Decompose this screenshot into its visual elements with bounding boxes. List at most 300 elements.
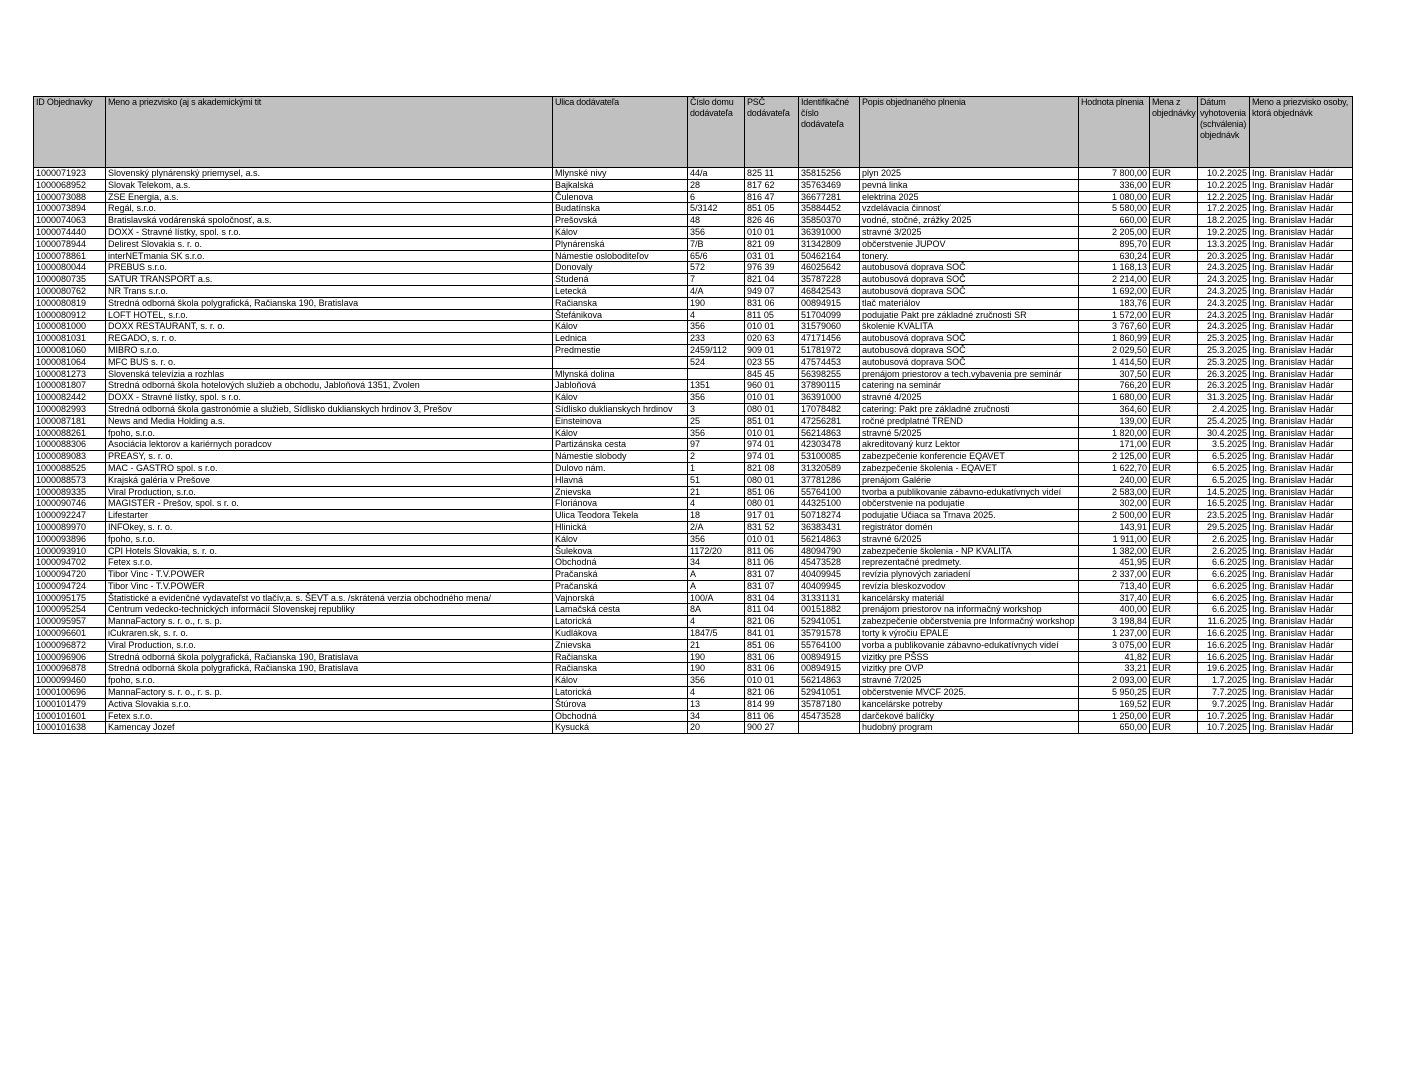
cell-order-id: 1000088306 (34, 439, 106, 451)
cell-order-date: 24.3.2025 (1198, 274, 1250, 286)
cell-ordered-by: Ing. Branislav Hadár (1250, 521, 1353, 533)
cell-supplier-name: Tibor Vinc - T.V.POWER (106, 580, 553, 592)
cell-order-description: revízia plynových zariadení (860, 569, 1079, 581)
cell-order-description: autobusová doprava SOČ (860, 262, 1079, 274)
cell-supplier-street: Floriánova (553, 498, 688, 510)
cell-order-date: 9.7.2025 (1198, 698, 1250, 710)
table-row (34, 427, 1353, 439)
cell-order-id: 1000074063 (34, 215, 106, 227)
cell-order-value: 660,00 (1079, 215, 1150, 227)
cell-order-description: školenie KVALITA (860, 321, 1079, 333)
cell-postal-code: 831 07 (745, 569, 799, 581)
cell-order-id: 1000081031 (34, 333, 106, 345)
cell-order-description: tlač materiálov (860, 297, 1079, 309)
cell-currency: EUR (1150, 462, 1198, 474)
cell-order-value: 713,40 (1079, 580, 1150, 592)
cell-order-date: 10.7.2025 (1198, 722, 1250, 734)
cell-order-date: 13.3.2025 (1198, 238, 1250, 250)
cell-ordered-by: Ing. Branislav Hadár (1250, 203, 1353, 215)
cell-order-id: 1000088573 (34, 474, 106, 486)
cell-order-value: 895,70 (1079, 238, 1150, 250)
cell-house-number: 28 (688, 179, 745, 191)
cell-order-id: 1000080912 (34, 309, 106, 321)
cell-ordered-by: Ing. Branislav Hadár (1250, 592, 1353, 604)
cell-supplier-street: Štefánikova (553, 309, 688, 321)
cell-ordered-by: Ing. Branislav Hadár (1250, 285, 1353, 297)
cell-currency: EUR (1150, 380, 1198, 392)
cell-order-date: 6.6.2025 (1198, 604, 1250, 616)
cell-postal-code: 826 46 (745, 215, 799, 227)
table-row (34, 238, 1353, 250)
cell-supplier-street: Latorická (553, 687, 688, 699)
cell-supplier-ico: 47171456 (799, 333, 860, 345)
cell-supplier-ico: 36391000 (799, 392, 860, 404)
cell-postal-code: 831 06 (745, 651, 799, 663)
cell-supplier-name: CPI Hotels Slovakia, s. r. o. (106, 545, 553, 557)
cell-ordered-by: Ing. Branislav Hadár (1250, 250, 1353, 262)
cell-supplier-street (553, 356, 688, 368)
table-row (34, 356, 1353, 368)
cell-order-id: 1000093896 (34, 533, 106, 545)
cell-ordered-by: Ing. Branislav Hadár (1250, 274, 1353, 286)
cell-currency: EUR (1150, 297, 1198, 309)
cell-order-value: 2 093,00 (1079, 675, 1150, 687)
cell-postal-code: 917 01 (745, 510, 799, 522)
cell-house-number: 2/A (688, 521, 745, 533)
cell-postal-code: 031 01 (745, 250, 799, 262)
table-row (34, 462, 1353, 474)
cell-currency: EUR (1150, 628, 1198, 640)
cell-currency: EUR (1150, 333, 1198, 345)
cell-order-description: zabezpečenie konferencie EQAVET (860, 451, 1079, 463)
cell-order-value: 1 080,00 (1079, 191, 1150, 203)
cell-order-id: 1000095175 (34, 592, 106, 604)
cell-order-value: 766,20 (1079, 380, 1150, 392)
column-header-house-number: Číslo domu dodávateľa (688, 97, 745, 168)
cell-supplier-ico: 55764100 (799, 486, 860, 498)
table-row (34, 604, 1353, 616)
cell-ordered-by: Ing. Branislav Hadár (1250, 380, 1353, 392)
cell-supplier-name: Centrum vedecko-technických informácií Slovenskej republiky (106, 604, 553, 616)
cell-order-id: 1000096872 (34, 639, 106, 651)
cell-order-value: 1 680,00 (1079, 392, 1150, 404)
cell-supplier-name: SATUR TRANSPORT a.s. (106, 274, 553, 286)
cell-order-date: 7.7.2025 (1198, 687, 1250, 699)
cell-order-id: 1000068952 (34, 179, 106, 191)
cell-supplier-name: Viral Production, s.r.o. (106, 486, 553, 498)
cell-ordered-by: Ing. Branislav Hadár (1250, 215, 1353, 227)
cell-currency: EUR (1150, 533, 1198, 545)
cell-currency: EUR (1150, 675, 1198, 687)
cell-currency: EUR (1150, 698, 1198, 710)
cell-postal-code: 821 06 (745, 616, 799, 628)
cell-order-value: 3 767,60 (1079, 321, 1150, 333)
cell-order-date: 2.4.2025 (1198, 403, 1250, 415)
cell-supplier-street: Mlynská dolina (553, 368, 688, 380)
cell-order-value: 307,50 (1079, 368, 1150, 380)
cell-ordered-by: Ing. Branislav Hadár (1250, 687, 1353, 699)
cell-supplier-ico: 56214863 (799, 533, 860, 545)
cell-order-value: 183,76 (1079, 297, 1150, 309)
table-row (34, 722, 1353, 734)
cell-postal-code: 825 11 (745, 168, 799, 180)
cell-postal-code: 841 01 (745, 628, 799, 640)
cell-supplier-ico: 45473528 (799, 557, 860, 569)
cell-supplier-street: Kudlákova (553, 628, 688, 640)
column-header-order-id: ID Objednavky (34, 97, 106, 168)
cell-order-id: 1000081273 (34, 368, 106, 380)
table-row (34, 309, 1353, 321)
table-row (34, 521, 1353, 533)
cell-order-description: autobusová doprava SOČ (860, 356, 1079, 368)
cell-supplier-street: Letecká (553, 285, 688, 297)
cell-order-value: 2 205,00 (1079, 226, 1150, 238)
cell-currency: EUR (1150, 639, 1198, 651)
cell-house-number: 34 (688, 710, 745, 722)
cell-currency: EUR (1150, 392, 1198, 404)
cell-currency: EUR (1150, 168, 1198, 180)
cell-order-id: 1000095957 (34, 616, 106, 628)
table-row (34, 687, 1353, 699)
cell-supplier-name: Stredná odborná škola hotelových služieb a obchodu, Jabloňová 1351, Zvolen (106, 380, 553, 392)
cell-ordered-by: Ing. Branislav Hadár (1250, 415, 1353, 427)
cell-supplier-ico: 35791578 (799, 628, 860, 640)
cell-order-date: 29.5.2025 (1198, 521, 1250, 533)
cell-house-number: 4/A (688, 285, 745, 297)
table-row (34, 569, 1353, 581)
table-row (34, 675, 1353, 687)
cell-house-number: 21 (688, 639, 745, 651)
cell-supplier-ico: 53100085 (799, 451, 860, 463)
cell-supplier-name: ZSE Energia, a.s. (106, 191, 553, 203)
cell-order-date: 25.3.2025 (1198, 333, 1250, 345)
column-header-postal-code: PSČ dodávateľa (745, 97, 799, 168)
cell-order-description: catering: Pakt pre základné zručnosti (860, 403, 1079, 415)
cell-order-value: 1 382,00 (1079, 545, 1150, 557)
cell-supplier-name: Stredná odborná škola gastronómie a služieb, Sídlisko duklianskych hrdinov 3, Prešov (106, 403, 553, 415)
cell-currency: EUR (1150, 285, 1198, 297)
cell-ordered-by: Ing. Branislav Hadár (1250, 356, 1353, 368)
cell-postal-code: 010 01 (745, 675, 799, 687)
cell-house-number: 190 (688, 663, 745, 675)
cell-order-value: 1 860,99 (1079, 333, 1150, 345)
cell-supplier-name: Viral Production, s.r.o. (106, 639, 553, 651)
cell-ordered-by: Ing. Branislav Hadár (1250, 628, 1353, 640)
cell-house-number: 4 (688, 498, 745, 510)
cell-supplier-name: fpoho, s.r.o. (106, 675, 553, 687)
cell-postal-code: 845 45 (745, 368, 799, 380)
table-row (34, 380, 1353, 392)
table-row (34, 203, 1353, 215)
cell-order-description: akreditovaný kurz Lektor (860, 439, 1079, 451)
cell-supplier-name: Fetex s.r.o. (106, 557, 553, 569)
cell-order-id: 1000081060 (34, 344, 106, 356)
cell-order-value: 2 583,00 (1079, 486, 1150, 498)
cell-currency: EUR (1150, 663, 1198, 675)
cell-order-date: 6.5.2025 (1198, 462, 1250, 474)
table-row (34, 274, 1353, 286)
cell-house-number: 13 (688, 698, 745, 710)
cell-order-value: 650,00 (1079, 722, 1150, 734)
cell-order-date: 16.6.2025 (1198, 651, 1250, 663)
cell-order-date: 23.5.2025 (1198, 510, 1250, 522)
cell-order-id: 1000080735 (34, 274, 106, 286)
cell-house-number: 7/B (688, 238, 745, 250)
cell-currency: EUR (1150, 415, 1198, 427)
cell-supplier-ico: 50462164 (799, 250, 860, 262)
cell-postal-code: 831 04 (745, 592, 799, 604)
cell-currency: EUR (1150, 427, 1198, 439)
cell-supplier-street: Mlynské nivy (553, 168, 688, 180)
cell-supplier-street: Bajkalská (553, 179, 688, 191)
column-header-ordered-by: Meno a priezvisko osoby, ktorá objednávk (1250, 97, 1353, 168)
cell-supplier-name: MannaFactory s. r. o., r. s. p. (106, 687, 553, 699)
cell-supplier-street: Kálov (553, 321, 688, 333)
cell-currency: EUR (1150, 439, 1198, 451)
cell-order-id: 1000093910 (34, 545, 106, 557)
cell-supplier-name: Asociácia lektorov a kariérnych poradcov (106, 439, 553, 451)
cell-order-value: 2 125,00 (1079, 451, 1150, 463)
cell-supplier-name: fpoho, s.r.o. (106, 533, 553, 545)
cell-ordered-by: Ing. Branislav Hadár (1250, 698, 1353, 710)
cell-supplier-ico: 51781972 (799, 344, 860, 356)
cell-house-number: 4 (688, 687, 745, 699)
column-header-order-description: Popis objednaného plnenia (860, 97, 1079, 168)
cell-supplier-name: PREBUS s.r.o. (106, 262, 553, 274)
cell-order-date: 14.5.2025 (1198, 486, 1250, 498)
cell-order-id: 1000087181 (34, 415, 106, 427)
cell-house-number: 4 (688, 616, 745, 628)
cell-order-value: 7 800,00 (1079, 168, 1150, 180)
cell-order-value: 302,00 (1079, 498, 1150, 510)
cell-supplier-ico: 35787228 (799, 274, 860, 286)
column-header-supplier-ico: Identifikačné číslo dodávateľa (799, 97, 860, 168)
cell-supplier-name: DOXX - Stravné lístky, spol. s r.o. (106, 226, 553, 238)
table-row (34, 510, 1353, 522)
cell-order-id: 1000090746 (34, 498, 106, 510)
cell-postal-code: 010 01 (745, 533, 799, 545)
cell-order-id: 1000096601 (34, 628, 106, 640)
cell-order-id: 1000094702 (34, 557, 106, 569)
cell-supplier-street: Budatínska (553, 203, 688, 215)
cell-order-id: 1000073088 (34, 191, 106, 203)
cell-supplier-ico: 17078482 (799, 403, 860, 415)
cell-order-value: 2 029,50 (1079, 344, 1150, 356)
cell-order-id: 1000101638 (34, 722, 106, 734)
cell-order-date: 10.7.2025 (1198, 710, 1250, 722)
cell-order-value: 364,60 (1079, 403, 1150, 415)
cell-currency: EUR (1150, 215, 1198, 227)
cell-order-id: 1000080044 (34, 262, 106, 274)
cell-currency: EUR (1150, 250, 1198, 262)
cell-order-description: prenájom priestorov na informačný workshop (860, 604, 1079, 616)
cell-supplier-street: Jabloňová (553, 380, 688, 392)
cell-order-id: 1000080762 (34, 285, 106, 297)
cell-order-date: 16.5.2025 (1198, 498, 1250, 510)
table-row (34, 663, 1353, 675)
cell-postal-code: 814 99 (745, 698, 799, 710)
cell-supplier-name: Stredná odborná škola polygrafická, Račianska 190, Bratislava (106, 663, 553, 675)
cell-supplier-ico: 47256281 (799, 415, 860, 427)
cell-order-date: 6.5.2025 (1198, 474, 1250, 486)
table-row (34, 297, 1353, 309)
cell-order-id: 1000078861 (34, 250, 106, 262)
cell-order-date: 18.2.2025 (1198, 215, 1250, 227)
cell-order-value: 1 911,00 (1079, 533, 1150, 545)
cell-supplier-ico: 35763469 (799, 179, 860, 191)
cell-currency: EUR (1150, 521, 1198, 533)
cell-postal-code: 023 55 (745, 356, 799, 368)
cell-order-date: 25.3.2025 (1198, 356, 1250, 368)
cell-ordered-by: Ing. Branislav Hadár (1250, 651, 1353, 663)
cell-postal-code: 816 47 (745, 191, 799, 203)
cell-supplier-ico: 46025642 (799, 262, 860, 274)
cell-currency: EUR (1150, 592, 1198, 604)
table-row (34, 628, 1353, 640)
table-row (34, 698, 1353, 710)
cell-postal-code: 960 01 (745, 380, 799, 392)
cell-supplier-ico: 37781286 (799, 474, 860, 486)
cell-currency: EUR (1150, 510, 1198, 522)
cell-supplier-street: Kálov (553, 675, 688, 687)
cell-supplier-ico: 44325100 (799, 498, 860, 510)
cell-order-description: stravné 7/2025 (860, 675, 1079, 687)
cell-supplier-street: Ulica Teodora Tekela (553, 510, 688, 522)
cell-order-date: 1.7.2025 (1198, 675, 1250, 687)
cell-supplier-ico: 36677281 (799, 191, 860, 203)
cell-order-description: vizitky pre PŠSS (860, 651, 1079, 663)
cell-house-number: 1351 (688, 380, 745, 392)
cell-order-id: 1000095254 (34, 604, 106, 616)
cell-order-description: občerstvenie MVCF 2025. (860, 687, 1079, 699)
cell-order-description: catering na seminár (860, 380, 1079, 392)
cell-order-value: 2 500,00 (1079, 510, 1150, 522)
cell-order-value: 143,91 (1079, 521, 1150, 533)
cell-order-description: ročné predplatné TREND (860, 415, 1079, 427)
table-row (34, 557, 1353, 569)
cell-order-description: podujatie Pakt pre základné zručnosti SR (860, 309, 1079, 321)
cell-supplier-name: Fetex s.r.o. (106, 710, 553, 722)
cell-postal-code: 080 01 (745, 403, 799, 415)
cell-order-date: 26.3.2025 (1198, 368, 1250, 380)
cell-supplier-name: interNETmania SK s.r.o. (106, 250, 553, 262)
cell-order-id: 1000081064 (34, 356, 106, 368)
cell-supplier-street: Znievska (553, 639, 688, 651)
table-row (34, 250, 1353, 262)
cell-supplier-ico (799, 722, 860, 734)
cell-order-date: 3.5.2025 (1198, 439, 1250, 451)
cell-order-id: 1000089335 (34, 486, 106, 498)
cell-order-description: torty k výročiu EPALE (860, 628, 1079, 640)
cell-currency: EUR (1150, 498, 1198, 510)
cell-postal-code: 851 01 (745, 415, 799, 427)
cell-order-description: autobusová doprava SOČ (860, 344, 1079, 356)
cell-order-date: 24.3.2025 (1198, 262, 1250, 274)
cell-order-date: 10.2.2025 (1198, 179, 1250, 191)
cell-supplier-name: MAC - GASTRO spol. s r.o. (106, 462, 553, 474)
cell-ordered-by: Ing. Branislav Hadár (1250, 344, 1353, 356)
cell-supplier-name: INFOkey, s. r. o. (106, 521, 553, 533)
cell-order-date: 24.3.2025 (1198, 297, 1250, 309)
cell-order-id: 1000089083 (34, 451, 106, 463)
cell-order-description: vodné, stočné, zrážky 2025 (860, 215, 1079, 227)
cell-supplier-ico: 00894915 (799, 297, 860, 309)
cell-order-description: autobusová doprava SOČ (860, 274, 1079, 286)
orders-table (33, 96, 1353, 734)
cell-ordered-by: Ing. Branislav Hadár (1250, 710, 1353, 722)
cell-order-date: 6.6.2025 (1198, 580, 1250, 592)
table-row (34, 285, 1353, 297)
cell-order-value: 2 214,00 (1079, 274, 1150, 286)
cell-supplier-name: Lifestarter (106, 510, 553, 522)
cell-house-number: 356 (688, 392, 745, 404)
cell-currency: EUR (1150, 545, 1198, 557)
cell-supplier-street: Znievska (553, 486, 688, 498)
cell-currency: EUR (1150, 309, 1198, 321)
cell-supplier-street: Obchodná (553, 710, 688, 722)
cell-supplier-name: Slovenský plynárenský priemysel, a.s. (106, 168, 553, 180)
cell-supplier-ico: 42303478 (799, 439, 860, 451)
cell-ordered-by: Ing. Branislav Hadár (1250, 675, 1353, 687)
table-header (34, 97, 1353, 168)
cell-supplier-street: Sídlisko duklianskych hrdinov (553, 403, 688, 415)
cell-order-description: darčekové balíčky (860, 710, 1079, 722)
table-row (34, 215, 1353, 227)
cell-ordered-by: Ing. Branislav Hadár (1250, 639, 1353, 651)
cell-order-description: registrátor domén (860, 521, 1079, 533)
cell-order-id: 1000082993 (34, 403, 106, 415)
cell-currency: EUR (1150, 604, 1198, 616)
cell-postal-code: 010 01 (745, 392, 799, 404)
cell-order-description: zabezpečenie občerstvenia pre Informačný workshop (860, 616, 1079, 628)
cell-order-value: 451,95 (1079, 557, 1150, 569)
table-row (34, 592, 1353, 604)
cell-postal-code: 831 06 (745, 663, 799, 675)
cell-order-date: 16.6.2025 (1198, 639, 1250, 651)
cell-ordered-by: Ing. Branislav Hadár (1250, 569, 1353, 581)
cell-order-date: 2.6.2025 (1198, 545, 1250, 557)
cell-ordered-by: Ing. Branislav Hadár (1250, 663, 1353, 675)
cell-supplier-ico: 31320589 (799, 462, 860, 474)
column-header-supplier-name: Meno a priezvisko (aj s akademickými tit (106, 97, 553, 168)
column-header-currency: Mena z objednávky (1150, 97, 1198, 168)
cell-order-value: 1 250,00 (1079, 710, 1150, 722)
cell-postal-code: 821 06 (745, 687, 799, 699)
cell-supplier-ico: 56214863 (799, 427, 860, 439)
cell-supplier-name: Stredná odborná škola polygrafická, Račianska 190, Bratislava (106, 651, 553, 663)
cell-supplier-street: Námestie slobody (553, 451, 688, 463)
cell-supplier-name: MIBRO s.r.o. (106, 344, 553, 356)
cell-order-value: 400,00 (1079, 604, 1150, 616)
cell-postal-code: 831 52 (745, 521, 799, 533)
cell-currency: EUR (1150, 722, 1198, 734)
cell-order-value: 5 580,00 (1079, 203, 1150, 215)
cell-supplier-street: Čulenova (553, 191, 688, 203)
cell-supplier-street: Dulovo nám. (553, 462, 688, 474)
cell-ordered-by: Ing. Branislav Hadár (1250, 533, 1353, 545)
cell-currency: EUR (1150, 651, 1198, 663)
cell-house-number: 356 (688, 427, 745, 439)
cell-supplier-street: Obchodná (553, 557, 688, 569)
cell-ordered-by: Ing. Branislav Hadár (1250, 451, 1353, 463)
cell-house-number: 190 (688, 651, 745, 663)
cell-supplier-street: Račianska (553, 651, 688, 663)
table-row (34, 403, 1353, 415)
cell-postal-code: 831 07 (745, 580, 799, 592)
cell-order-id: 1000099460 (34, 675, 106, 687)
cell-order-description: stravné 3/2025 (860, 226, 1079, 238)
cell-supplier-street: Kálov (553, 226, 688, 238)
